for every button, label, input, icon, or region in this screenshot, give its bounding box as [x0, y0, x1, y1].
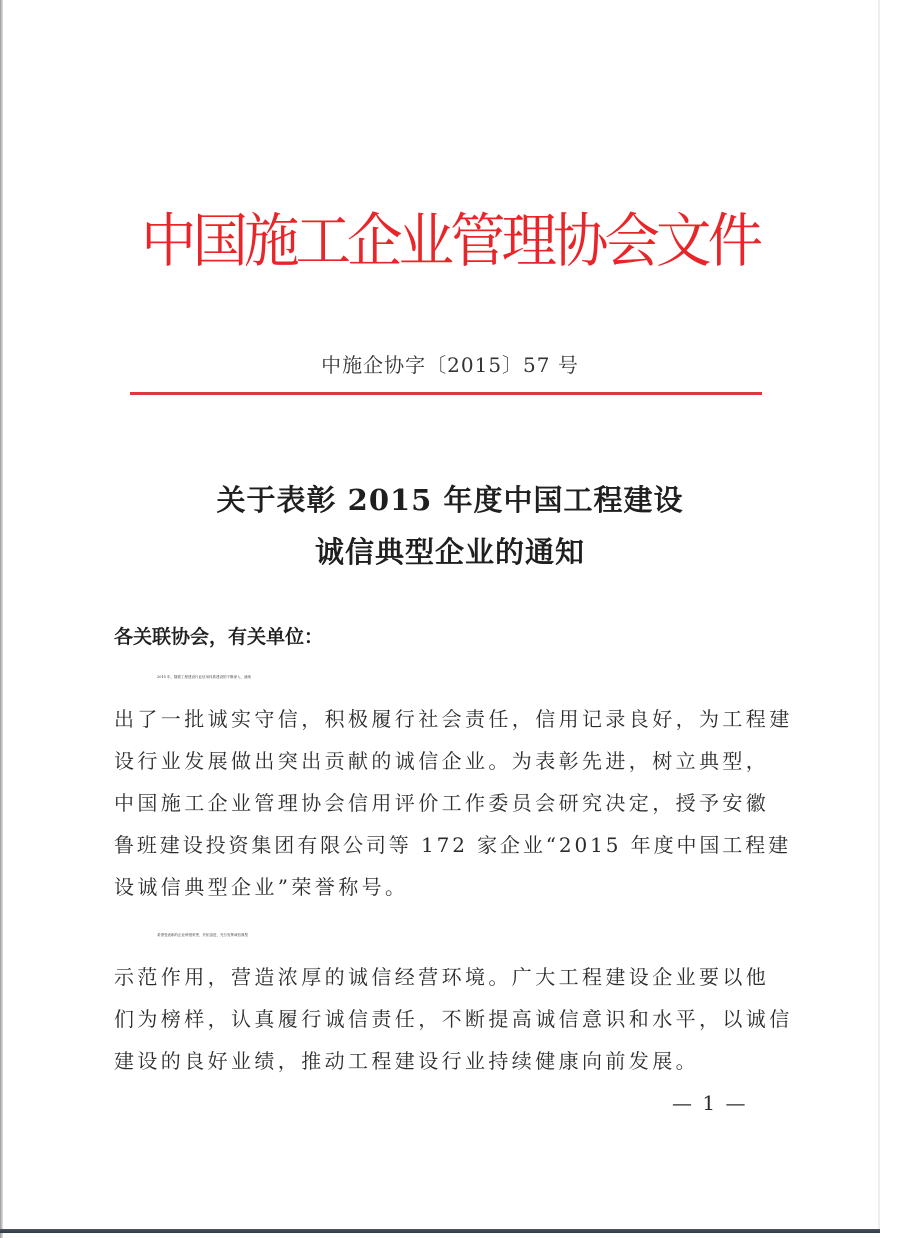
- paragraph-line: 建设的良好业绩，推动工程建设行业持续健康向前发展。: [114, 1049, 699, 1073]
- notice-title-line-2: 诚信典型企业的通知: [314, 535, 585, 569]
- paragraph-line: 们为榜样，认真履行诚信责任，不断提高诚信意识和水平，以诚信: [114, 1007, 793, 1031]
- scan-left-edge: [0, 0, 3, 1238]
- scan-bottom-edge: [0, 1229, 880, 1233]
- paragraph-line: 中国施工企业管理协会信用评价工作委员会研究决定，授予安徽: [114, 791, 770, 815]
- page-number: — 1 —: [672, 1091, 748, 1115]
- paragraph-line: 鲁班建设投资集团有限公司等 172 家企业“2015 年度中国工程建: [114, 833, 791, 857]
- salutation: 各关联协会，有关单位：: [114, 626, 324, 648]
- paragraph-line: 设行业发展做出突出贡献的诚信企业。为表彰先进，树立典型，: [114, 749, 770, 773]
- paragraph-line: 2015 年，随着工程建设行业信用体系建设的不断深入，涌现: [157, 675, 252, 679]
- paragraph-line: 出了一批诚实守信，积极履行社会责任，信用记录良好，为工程建: [114, 707, 793, 731]
- paragraph-line: 希望受表彰的企业珍惜荣誉，开拓奋进，充分发挥诚信典型: [157, 933, 248, 937]
- paragraph-line: 示范作用，营造浓厚的诚信经营环境。广大工程建设企业要以他: [114, 965, 770, 989]
- organization-header-title: 中国施工企业管理协会文件: [140, 207, 759, 276]
- document-number: 中施企协字〔2015〕57 号: [321, 353, 579, 377]
- paragraph-line: 设诚信典型企业”荣誉称号。: [114, 875, 409, 899]
- red-header-divider: [130, 392, 762, 395]
- notice-title-line-1: 关于表彰 2015 年度中国工程建设: [216, 483, 684, 517]
- scan-right-edge: [878, 0, 880, 1232]
